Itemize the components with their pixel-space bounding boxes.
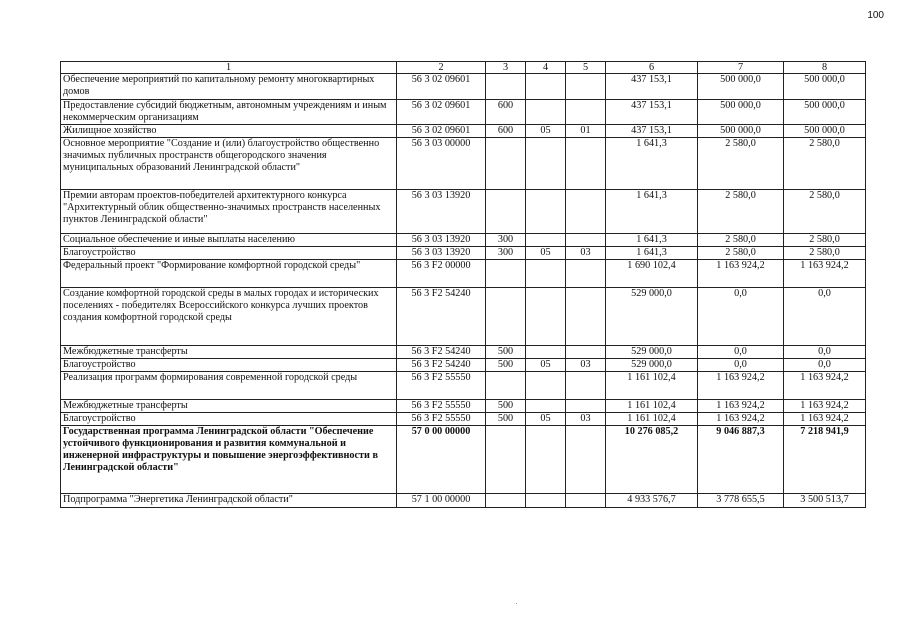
table-row xyxy=(61,138,866,190)
row-rz: 05 xyxy=(526,125,566,138)
row-pr xyxy=(566,372,606,400)
row-vr xyxy=(486,260,526,288)
row-vr xyxy=(486,372,526,400)
row-value-8: 500 000,0 xyxy=(784,125,866,138)
row-rz: 05 xyxy=(526,413,566,426)
row-value-8: 500 000,0 xyxy=(784,100,866,125)
header-col-8: 8 xyxy=(784,62,866,74)
row-pr xyxy=(566,400,606,413)
header-col-1: 1 xyxy=(61,62,397,74)
row-name: Федеральный проект "Формирование комфортной городской среды" xyxy=(61,260,397,288)
row-value-6: 1 641,3 xyxy=(606,234,698,247)
row-name: Социальное обеспечение и иные выплаты населению xyxy=(61,234,397,247)
row-value-6: 529 000,0 xyxy=(606,346,698,359)
table-row xyxy=(61,190,866,234)
row-value-6: 10 276 085,2 xyxy=(606,426,698,494)
row-code: 56 3 F2 54240 xyxy=(397,359,486,372)
row-pr: 03 xyxy=(566,247,606,260)
row-value-7: 1 163 924,2 xyxy=(698,260,784,288)
row-rz xyxy=(526,190,566,234)
row-rz xyxy=(526,426,566,494)
row-pr xyxy=(566,288,606,346)
row-name: Государственная программа Ленинградской области "Обеспечение устойчивого функционирования и развития коммунальной и инженерной инфраструктуры и повышение энергоэффективности в Ленинградской области" xyxy=(61,426,397,494)
header-col-5: 5 xyxy=(566,62,606,74)
row-pr xyxy=(566,74,606,100)
row-value-8: 0,0 xyxy=(784,288,866,346)
row-name: Благоустройство xyxy=(61,413,397,426)
row-vr: 300 xyxy=(486,234,526,247)
row-value-8: 2 580,0 xyxy=(784,247,866,260)
header-col-3: 3 xyxy=(486,62,526,74)
row-name: Жилищное хозяйство xyxy=(61,125,397,138)
row-value-8: 2 580,0 xyxy=(784,234,866,247)
row-value-6: 529 000,0 xyxy=(606,359,698,372)
row-vr xyxy=(486,426,526,494)
table-row xyxy=(61,494,866,508)
row-rz xyxy=(526,100,566,125)
row-pr xyxy=(566,426,606,494)
table-row xyxy=(61,100,866,125)
row-pr xyxy=(566,234,606,247)
row-vr: 500 xyxy=(486,413,526,426)
row-value-8: 0,0 xyxy=(784,359,866,372)
row-rz: 05 xyxy=(526,247,566,260)
table-row xyxy=(61,346,866,359)
row-name: Реализация программ формирования современной городской среды xyxy=(61,372,397,400)
row-pr xyxy=(566,138,606,190)
table-row xyxy=(61,288,866,346)
row-value-7: 9 046 887,3 xyxy=(698,426,784,494)
row-value-8: 2 580,0 xyxy=(784,190,866,234)
row-rz xyxy=(526,138,566,190)
row-vr xyxy=(486,190,526,234)
row-pr xyxy=(566,100,606,125)
row-value-7: 2 580,0 xyxy=(698,247,784,260)
row-value-7: 2 580,0 xyxy=(698,190,784,234)
row-value-7: 3 778 655,5 xyxy=(698,494,784,508)
row-name: Благоустройство xyxy=(61,359,397,372)
table-row xyxy=(61,260,866,288)
row-vr xyxy=(486,74,526,100)
row-value-7: 500 000,0 xyxy=(698,100,784,125)
row-value-6: 1 641,3 xyxy=(606,190,698,234)
row-vr: 300 xyxy=(486,247,526,260)
table-row xyxy=(61,426,866,494)
row-value-7: 1 163 924,2 xyxy=(698,400,784,413)
row-vr: 600 xyxy=(486,100,526,125)
row-code: 56 3 F2 00000 xyxy=(397,260,486,288)
row-rz xyxy=(526,234,566,247)
row-name: Премии авторам проектов-победителей архитектурного конкурса "Архитектурный облик общественно-значимых пространств населенных пунктов Ленинградской области" xyxy=(61,190,397,234)
row-name: Предоставление субсидий бюджетным, автономным учреждениям и иным некоммерческим организациям xyxy=(61,100,397,125)
row-vr: 600 xyxy=(486,125,526,138)
row-code: 57 1 00 00000 xyxy=(397,494,486,508)
row-value-8: 500 000,0 xyxy=(784,74,866,100)
row-code: 56 3 F2 55550 xyxy=(397,372,486,400)
row-pr xyxy=(566,346,606,359)
row-value-6: 1 161 102,4 xyxy=(606,400,698,413)
table-row xyxy=(61,74,866,100)
row-vr: 500 xyxy=(486,400,526,413)
row-code: 56 3 F2 55550 xyxy=(397,413,486,426)
row-code: 57 0 00 00000 xyxy=(397,426,486,494)
row-value-8: 3 500 513,7 xyxy=(784,494,866,508)
row-name: Обеспечение мероприятий по капитальному ремонту многоквартирных домов xyxy=(61,74,397,100)
row-pr: 03 xyxy=(566,359,606,372)
row-vr: 500 xyxy=(486,346,526,359)
row-value-7: 500 000,0 xyxy=(698,125,784,138)
header-col-2: 2 xyxy=(397,62,486,74)
row-code: 56 3 03 00000 xyxy=(397,138,486,190)
row-name: Основное мероприятие "Создание и (или) благоустройство общественно значимых публичных пространств общегородского значения муниципальных образований Ленинградской области" xyxy=(61,138,397,190)
table-row xyxy=(61,413,866,426)
row-name: Благоустройство xyxy=(61,247,397,260)
table-row xyxy=(61,234,866,247)
row-value-7: 1 163 924,2 xyxy=(698,372,784,400)
table-row xyxy=(61,359,866,372)
table-row xyxy=(61,125,866,138)
row-rz xyxy=(526,346,566,359)
row-rz xyxy=(526,260,566,288)
row-code: 56 3 03 13920 xyxy=(397,234,486,247)
row-value-7: 0,0 xyxy=(698,288,784,346)
header-col-7: 7 xyxy=(698,62,784,74)
row-value-6: 437 153,1 xyxy=(606,74,698,100)
row-pr: 03 xyxy=(566,413,606,426)
header-col-6: 6 xyxy=(606,62,698,74)
row-code: 56 3 02 09601 xyxy=(397,100,486,125)
budget-table xyxy=(60,61,866,508)
row-value-6: 437 153,1 xyxy=(606,100,698,125)
row-rz xyxy=(526,74,566,100)
row-value-7: 2 580,0 xyxy=(698,138,784,190)
row-rz xyxy=(526,288,566,346)
row-vr xyxy=(486,138,526,190)
row-code: 56 3 03 13920 xyxy=(397,247,486,260)
row-value-6: 1 161 102,4 xyxy=(606,372,698,400)
row-value-8: 1 163 924,2 xyxy=(784,260,866,288)
row-value-7: 500 000,0 xyxy=(698,74,784,100)
row-rz xyxy=(526,400,566,413)
table-row xyxy=(61,372,866,400)
row-name: Межбюджетные трансферты xyxy=(61,346,397,359)
row-value-8: 1 163 924,2 xyxy=(784,400,866,413)
row-name: Межбюджетные трансферты xyxy=(61,400,397,413)
row-code: 56 3 F2 54240 xyxy=(397,346,486,359)
row-value-6: 1 161 102,4 xyxy=(606,413,698,426)
row-value-7: 0,0 xyxy=(698,346,784,359)
row-pr: 01 xyxy=(566,125,606,138)
row-pr xyxy=(566,190,606,234)
page-number: 100 xyxy=(867,10,884,21)
row-name: Создание комфортной городской среды в малых городах и исторических поселениях - победителях Всероссийского конкурса лучших проектов создания комфортной городской среды xyxy=(61,288,397,346)
row-vr xyxy=(486,494,526,508)
row-vr: 500 xyxy=(486,359,526,372)
row-pr xyxy=(566,260,606,288)
row-value-8: 7 218 941,9 xyxy=(784,426,866,494)
row-code: 56 3 F2 55550 xyxy=(397,400,486,413)
row-vr xyxy=(486,288,526,346)
row-value-6: 1 641,3 xyxy=(606,138,698,190)
row-value-6: 529 000,0 xyxy=(606,288,698,346)
row-code: 56 3 F2 54240 xyxy=(397,288,486,346)
row-value-7: 2 580,0 xyxy=(698,234,784,247)
row-value-8: 0,0 xyxy=(784,346,866,359)
header-row xyxy=(61,62,866,74)
row-pr xyxy=(566,494,606,508)
scan-speck xyxy=(516,603,517,604)
row-code: 56 3 03 13920 xyxy=(397,190,486,234)
row-code: 56 3 02 09601 xyxy=(397,125,486,138)
row-name: Подпрограмма "Энергетика Ленинградской области" xyxy=(61,494,397,508)
table-row xyxy=(61,400,866,413)
row-value-8: 1 163 924,2 xyxy=(784,413,866,426)
row-value-6: 4 933 576,7 xyxy=(606,494,698,508)
row-rz xyxy=(526,494,566,508)
row-value-7: 1 163 924,2 xyxy=(698,413,784,426)
row-rz xyxy=(526,372,566,400)
table-row xyxy=(61,247,866,260)
row-value-6: 437 153,1 xyxy=(606,125,698,138)
row-value-6: 1 641,3 xyxy=(606,247,698,260)
row-value-7: 0,0 xyxy=(698,359,784,372)
row-value-8: 1 163 924,2 xyxy=(784,372,866,400)
row-value-8: 2 580,0 xyxy=(784,138,866,190)
row-rz: 05 xyxy=(526,359,566,372)
row-code: 56 3 02 09601 xyxy=(397,74,486,100)
header-col-4: 4 xyxy=(526,62,566,74)
row-value-6: 1 690 102,4 xyxy=(606,260,698,288)
